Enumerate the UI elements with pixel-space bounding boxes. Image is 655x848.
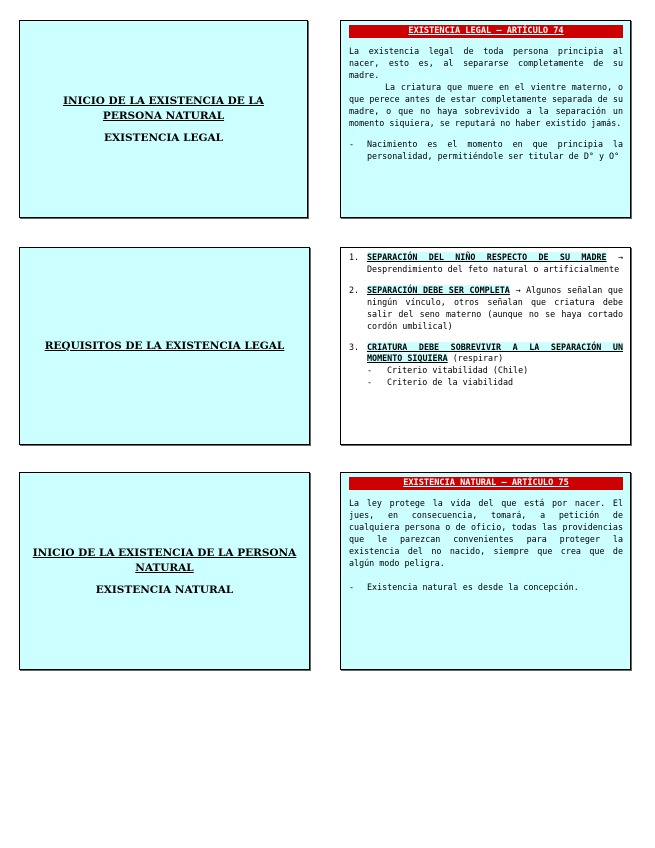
bullet-item [349, 139, 623, 163]
sub-item [349, 377, 623, 389]
bullet-text: Nacimiento es el momento en que principia la personalidad, permitiéndole ser titular de D° y O° [367, 139, 623, 162]
bullet-dash: - [349, 581, 355, 592]
bullet-text: Existencia natural es desde la concepción. [367, 581, 579, 592]
sub-item-dash: - [367, 365, 373, 376]
list-number: 1. [349, 252, 360, 262]
slide-header: EXISTENCIA NATURAL – ARTÍCULO 75 [349, 477, 623, 490]
paragraph: La criatura que muere en el vientre materno, o que perece antes de estar completamente separada de su madre, o que no haya sobrevivido a la separación un momento siquiera, se reputará no haber existido jamás. [349, 81, 623, 128]
sub-item [349, 365, 623, 377]
list-item [349, 342, 623, 366]
bullet-item [349, 582, 623, 594]
slide-inicio-existencia-legal [19, 20, 308, 218]
slide-header: EXISTENCIA LEGAL – ARTÍCULO 74 [349, 25, 623, 38]
list-number: 2. [349, 284, 360, 295]
list-item-heading: SEPARACIÓN DEL NIÑO RESPECTO DE SU MADRE [367, 252, 607, 262]
sub-item-text: Criterio vitabilidad (Chile) [387, 365, 529, 376]
list-item-text: → Desprendimiento del feto natural o artificialmente [367, 252, 623, 274]
list-item-heading: CRIATURA DEBE SOBREVIVIR A LA SEPARACIÓN UN MOMENTO SIQUIERA [367, 341, 623, 364]
sub-item-dash: - [367, 377, 373, 388]
list-item-text: (respirar) [452, 353, 504, 364]
slide-requisitos-existencia-legal [19, 247, 310, 445]
slide-existencia-natural-articulo-75 [340, 472, 631, 670]
slide-requisitos-lista [340, 247, 631, 445]
list-number: 3. [349, 341, 360, 352]
bullet-dash: - [349, 139, 355, 150]
paragraph: La ley protege la vida del que está por nacer. El jues, en consecuencia, tomará, a petición de cualquiera persona o de oficio, todas las providencias que le parezcan convenientes para proteger la existencia del no nacido, siempre que crea que de algún modo peligra. [349, 498, 623, 568]
slide-inicio-existencia-natural [19, 472, 310, 670]
paragraph: La existencia legal de toda persona principia al nacer, esto es, al separarse completamente de su madre. [349, 46, 623, 80]
slide-existencia-legal-articulo-74 [340, 20, 631, 218]
slide-title: INICIO DE LA EXISTENCIA DE LA PERSONA NATURAL [63, 95, 264, 122]
list-item-text: → Algunos señalan que ningún vínculo, otros señalan que criatura debe salir del seno materno (aunque no se haya cortado cordón umbilical) [367, 284, 623, 331]
slide-subtitle: EXISTENCIA NATURAL [95, 583, 234, 596]
list-item-heading: SEPARACIÓN DEBE SER COMPLETA [367, 284, 510, 295]
list-item [349, 252, 623, 276]
list-item [349, 285, 623, 333]
slide-subtitle: EXISTENCIA LEGAL [103, 131, 223, 144]
slide-title: INICIO DE LA EXISTENCIA DE LA PERSONA NATURAL [32, 547, 297, 574]
slide-title: REQUISITOS DE LA EXISTENCIA LEGAL [44, 340, 285, 352]
sub-item-text: Criterio de la viabilidad [387, 377, 514, 388]
